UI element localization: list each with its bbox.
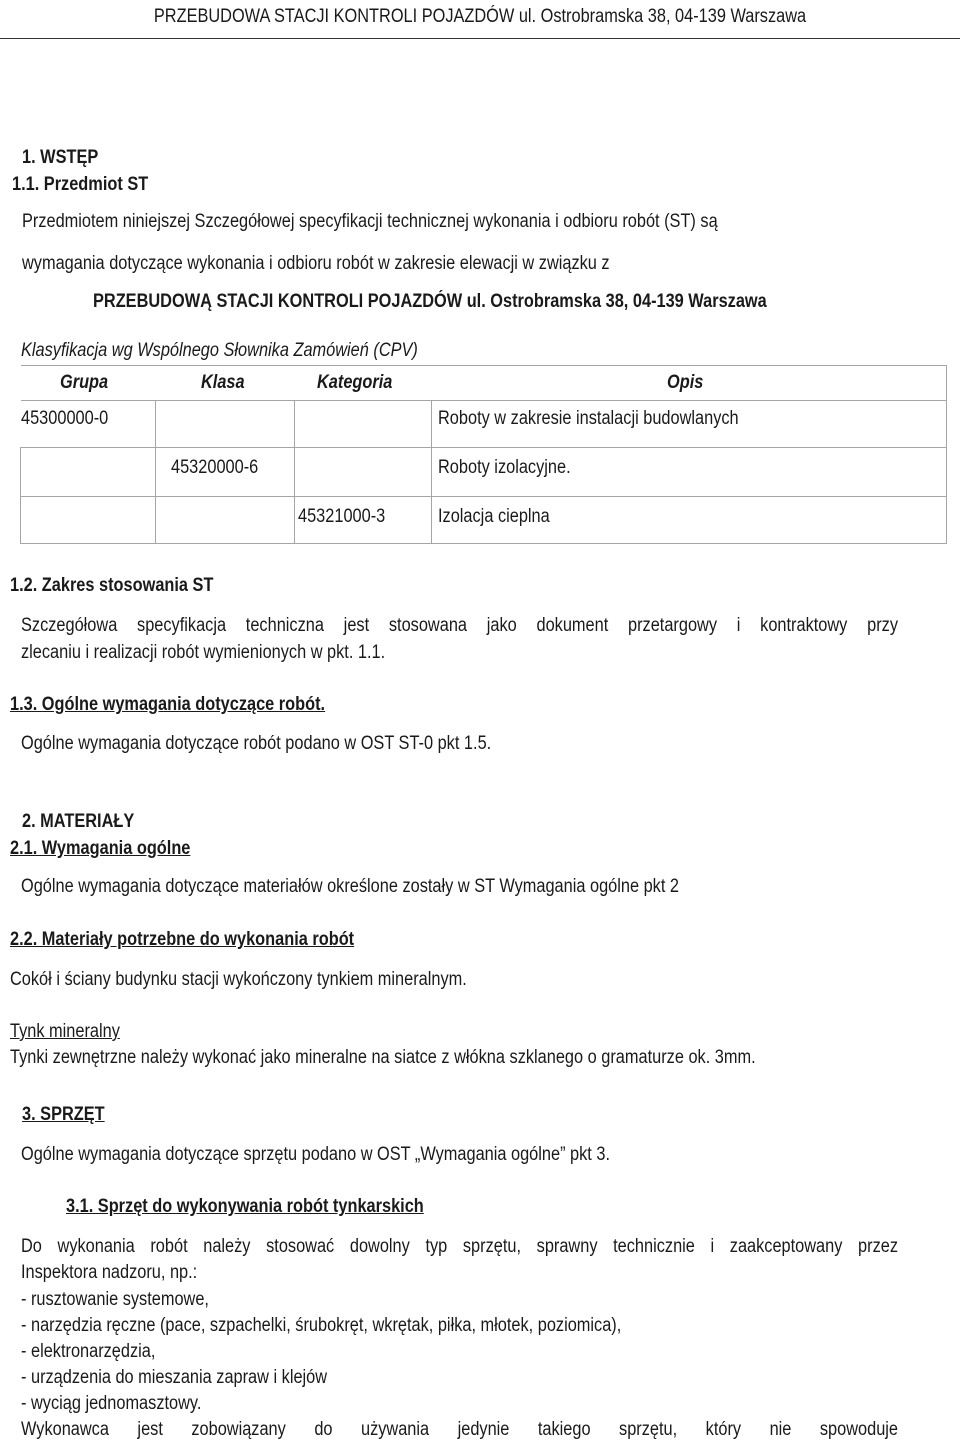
paragraph-line: Wykonawca jest zobowiązany do używania jedynie takiego sprzętu, który nie spowoduje	[21, 1419, 898, 1440]
section-3-title: 3. SPRZĘT	[22, 1104, 105, 1125]
section-1-title: 1. WSTĘP	[22, 147, 99, 168]
cpv-desc: Roboty izolacyjne.	[438, 457, 571, 478]
paragraph-line: Szczegółowa specyfikacja techniczna jest stosowana jako dokument przetargowy i kontraktowy przy	[21, 615, 898, 636]
paragraph-line: Do wykonania robót należy stosować dowolny typ sprzętu, sprawny technicznie i zaakceptowany przez	[21, 1236, 898, 1257]
list-item: - rusztowanie systemowe,	[21, 1289, 209, 1310]
section-1-1-title: 1.1. Przedmiot ST	[12, 174, 149, 195]
tynk-subheading: Tynk mineralny	[10, 1021, 120, 1042]
section-2-2-title: 2.2. Materiały potrzebne do wykonania robót	[10, 929, 355, 950]
list-item: - urządzenia do mieszania zapraw i klejów	[21, 1367, 328, 1388]
section-2-title: 2. MATERIAŁY	[22, 811, 135, 832]
cpv-code-kategoria: 45321000-3	[298, 506, 386, 527]
section-3-1-title: 3.1. Sprzęt do wykonywania robót tynkarskich	[66, 1196, 424, 1217]
cpv-header-klasa: Klasa	[201, 372, 245, 393]
section-2-1-title: 2.1. Wymagania ogólne	[10, 838, 191, 859]
cpv-desc: Izolacja cieplna	[438, 506, 550, 527]
paragraph-line: Ogólne wymagania dotyczące materiałów określone zostały w ST Wymagania ogólne pkt 2	[21, 876, 680, 897]
cpv-code-klasa: 45320000-6	[171, 457, 259, 478]
project-name: PRZEBUDOWĄ STACJI KONTROLI POJAZDÓW ul. Ostrobramska 38, 04-139 Warszawa	[93, 291, 767, 312]
paragraph-line: Cokół i ściany budynku stacji wykończony tynkiem mineralnym.	[10, 969, 467, 990]
cpv-desc: Roboty w zakresie instalacji budowlanych	[438, 408, 739, 429]
paragraph-line: Tynki zewnętrzne należy wykonać jako mineralne na siatce z włókna szklanego o gramaturze ok. 3mm.	[10, 1047, 756, 1068]
list-item: - narzędzia ręczne (pace, szpachelki, śrubokręt, wkrętak, piłka, młotek, poziomica),	[21, 1315, 622, 1336]
list-item: - elektronarzędzia,	[21, 1341, 156, 1362]
cpv-header-opis: Opis	[667, 372, 704, 393]
cpv-code-grupa: 45300000-0	[21, 408, 109, 429]
paragraph-line: Ogólne wymagania dotyczące robót podano w OST ST-0 pkt 1.5.	[21, 733, 492, 754]
cpv-caption: Klasyfikacja wg Wspólnego Słownika Zamówień (CPV)	[21, 340, 418, 361]
paragraph-line: Ogólne wymagania dotyczące sprzętu podano w OST „Wymagania ogólne” pkt 3.	[21, 1144, 611, 1165]
paragraph-line: Przedmiotem niniejszej Szczegółowej specyfikacji technicznej wykonania i odbioru robót (ST) są	[22, 211, 718, 232]
section-1-2-title: 1.2. Zakres stosowania ST	[10, 575, 214, 596]
cpv-header-kategoria: Kategoria	[317, 372, 393, 393]
page-header: PRZEBUDOWA STACJI KONTROLI POJAZDÓW ul. Ostrobramska 38, 04-139 Warszawa	[153, 6, 807, 27]
paragraph-line: zlecaniu i realizacji robót wymienionych w pkt. 1.1.	[21, 642, 386, 663]
section-1-3-title: 1.3. Ogólne wymagania dotyczące robót.	[10, 694, 326, 715]
paragraph-line: wymagania dotyczące wykonania i odbioru robót w zakresie elewacji w związku z	[22, 253, 610, 274]
cpv-header-grupa: Grupa	[60, 372, 109, 393]
header-rule	[0, 38, 960, 39]
list-item: - wyciąg jednomasztowy.	[21, 1393, 202, 1414]
paragraph-line: Inspektora nadzoru, np.:	[21, 1262, 198, 1283]
